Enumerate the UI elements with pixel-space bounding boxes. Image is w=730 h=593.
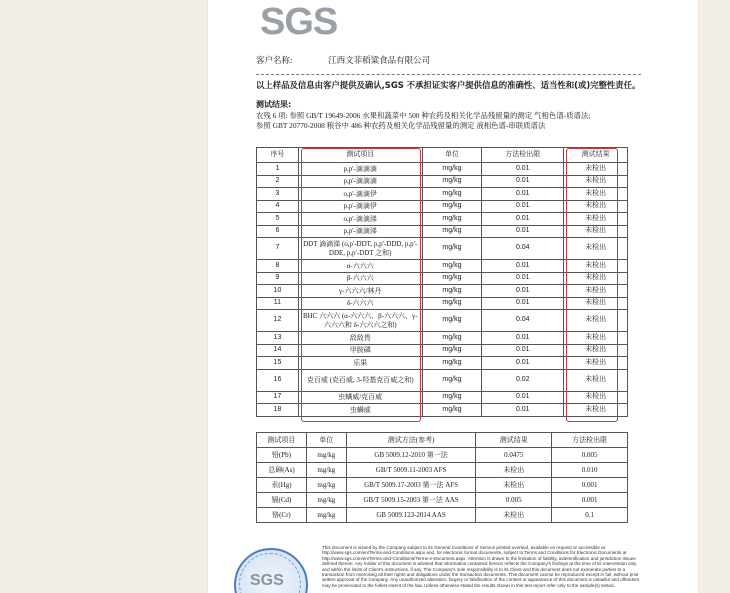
- cell-mdl: 0.01: [482, 200, 564, 213]
- disclaimer-text: 以上样品及信息由客户提供及确认,SGS 不承担证实客户提供信息的准确性、适当性和(或)完整性责任。: [256, 80, 641, 90]
- header-mdl: 方法检出限: [552, 433, 628, 448]
- heavy-metal-results-table: [256, 432, 628, 523]
- cell-no: 5: [257, 213, 299, 226]
- cell-method: GB/T 5009.11-2003 AFS: [346, 463, 476, 478]
- cell-mdl: 0.01: [482, 272, 564, 285]
- header-method: 测试方法(参考): [346, 433, 476, 448]
- cell-unit: mg/kg: [422, 200, 482, 213]
- cell-result: 未检出: [476, 463, 552, 478]
- cell-no: 14: [257, 344, 299, 357]
- cell-no: 4: [257, 200, 299, 213]
- cell-mdl: 0.01: [482, 285, 564, 298]
- cell-method: GB 5009.123-2014 AAS: [346, 508, 476, 523]
- cell-mdl: 0.001: [552, 493, 628, 508]
- cell-result: 未检出: [564, 225, 628, 238]
- table-header-row: [257, 433, 628, 448]
- standard-line-2: 参照 GBT 20770-2008 粮谷中 486 种农药及相关化学品残留量的测定 液相色谱-串联质谱法: [256, 121, 546, 130]
- cell-method: GB/T 5009.17-2003 第一法 AFS: [346, 478, 476, 493]
- standard-line-1: 农残 6 项: 参照 GB/T 19649-2006 水果和蔬菜中 500 种农药及相关化学品残留量的测定 气相色谱-质谱法;: [256, 111, 591, 120]
- cell-result: 未检出: [476, 508, 552, 523]
- cell-item: 乐果: [298, 357, 422, 370]
- cell-mdl: 0.01: [482, 404, 564, 417]
- cell-unit: mg/kg: [306, 463, 346, 478]
- sgs-logo-text: SGS: [260, 1, 338, 43]
- cell-unit: mg/kg: [422, 344, 482, 357]
- cell-result: 未检出: [564, 357, 628, 370]
- sgs-logo: [260, 2, 338, 42]
- cell-mdl: 0.01: [482, 175, 564, 188]
- footer-terms: This document is issued by the Company subject to its General Conditions of Service printed overleaf, available on request or accessible at http://www.sgs.com/en/Terms-and-Conditions.aspx and, for electronic format documents, subject to Terms and Conditions for Electronic Documents at http://www.sgs.com/en/Terms-and-Conditions/Terms-e-Document.aspx. Attention is drawn to the limitation of liability, indemnification and jurisdiction issues defined therein. Any holder of this document is advised that information contained hereon reflects the Company's findings at the time of its intervention only and within the limits of Client's instructions, if any. The Company's sole responsibility is to its Client and this document does not exonerate parties to a transaction from exercising all their rights and obligations under the transaction documents. This document cannot be reproduced except in full, without prior written approval of the Company. Any unauthorized alteration, forgery or falsification of the content or appearance of this document is unlawful and offenders may be prosecuted to the fullest extent of the law. Unless otherwise stated the results shown in this test report refer only to the sample(s) tested.: [322, 545, 640, 588]
- cell-mdl: 0.01: [482, 344, 564, 357]
- cell-unit: mg/kg: [422, 260, 482, 273]
- cell-result: 未检出: [564, 310, 628, 332]
- cell-mdl: 0.01: [482, 163, 564, 176]
- cell-no: 17: [257, 391, 299, 404]
- cell-mdl: 0.01: [482, 391, 564, 404]
- cell-unit: mg/kg: [422, 297, 482, 310]
- cell-no: 1: [257, 163, 299, 176]
- cell-unit: mg/kg: [422, 225, 482, 238]
- cell-mdl: 0.010: [552, 463, 628, 478]
- cell-mdl: 0.01: [482, 260, 564, 273]
- cell-mdl: 0.01: [482, 332, 564, 345]
- cell-no: 8: [257, 260, 299, 273]
- result-column-highlight: [566, 148, 618, 422]
- cell-unit: mg/kg: [422, 357, 482, 370]
- cell-method: GB 5009.12-2010 第一法: [346, 448, 476, 463]
- cell-result: 未检出: [564, 260, 628, 273]
- cell-result: 未检出: [564, 213, 628, 226]
- cell-item: p,p'-滴滴涕: [298, 225, 422, 238]
- cell-item: 镉(Cd): [257, 493, 307, 508]
- cell-result: 未检出: [564, 369, 628, 391]
- cell-mdl: 0.001: [552, 478, 628, 493]
- client-name: 江西文菲稻粱食品有限公司: [328, 55, 431, 65]
- table-row: [257, 478, 628, 493]
- cell-result: 未检出: [564, 163, 628, 176]
- cell-item: BHC 六六六 (α-六六六、β-六六六、γ-六六六和 δ-六六六之和): [298, 310, 422, 332]
- header-mdl: 方法检出限: [482, 148, 564, 163]
- header-result: 测试结果: [476, 433, 552, 448]
- table-row: [257, 448, 628, 463]
- sgs-seal-stamp: [234, 548, 308, 593]
- cell-no: 10: [257, 285, 299, 298]
- cell-result: 未检出: [476, 478, 552, 493]
- cell-item: 汞(Hg): [257, 478, 307, 493]
- cell-no: 18: [257, 404, 299, 417]
- cell-item: o,p'-滴滴涕: [298, 213, 422, 226]
- cell-unit: mg/kg: [422, 163, 482, 176]
- cell-item: p,p'-滴滴伊: [298, 200, 422, 213]
- cell-mdl: 0.04: [482, 310, 564, 332]
- report-page: [208, 0, 698, 593]
- cell-no: 12: [257, 310, 299, 332]
- cell-mdl: 0.01: [482, 188, 564, 201]
- cell-unit: mg/kg: [422, 188, 482, 201]
- divider: [256, 74, 641, 75]
- cell-method: GB/T 5009.15-2003 第一法 AAS: [346, 493, 476, 508]
- cell-no: 3: [257, 188, 299, 201]
- cell-item: p,p'-滴滴滴: [298, 163, 422, 176]
- cell-item: 总砷(As): [257, 463, 307, 478]
- cell-item: 铅(Pb): [257, 448, 307, 463]
- cell-mdl: 0.01: [482, 225, 564, 238]
- header-item: 测试项目: [257, 433, 307, 448]
- cell-mdl: 0.04: [482, 238, 564, 260]
- header-unit: 单位: [422, 148, 482, 163]
- cell-mdl: 0.01: [482, 213, 564, 226]
- seal-text: SGS: [250, 572, 284, 589]
- cell-no: 9: [257, 272, 299, 285]
- cell-result: 0.005: [476, 493, 552, 508]
- cell-unit: mg/kg: [422, 332, 482, 345]
- cell-no: 15: [257, 357, 299, 370]
- cell-item: 铬(Cr): [257, 508, 307, 523]
- header-result: 测试结果: [564, 148, 628, 163]
- cell-unit: mg/kg: [422, 369, 482, 391]
- cell-result: 未检出: [564, 332, 628, 345]
- cell-unit: mg/kg: [422, 238, 482, 260]
- cell-unit: mg/kg: [422, 213, 482, 226]
- cell-result: 未检出: [564, 285, 628, 298]
- cell-result: 未检出: [564, 188, 628, 201]
- cell-no: 6: [257, 225, 299, 238]
- cell-item: 虫螨威: [298, 404, 422, 417]
- cell-mdl: 0.1: [552, 508, 628, 523]
- cell-item: δ-六六六: [298, 297, 422, 310]
- cell-mdl: 0.01: [482, 297, 564, 310]
- cell-unit: mg/kg: [422, 285, 482, 298]
- cell-result: 未检出: [564, 404, 628, 417]
- header-item: 测试项目: [298, 148, 422, 163]
- cell-result: 未检出: [564, 175, 628, 188]
- client-label: 客户名称:: [256, 55, 293, 65]
- cell-result: 未检出: [564, 200, 628, 213]
- header-no: 序号: [257, 148, 299, 163]
- cell-unit: mg/kg: [422, 391, 482, 404]
- table-row: [257, 508, 628, 523]
- cell-item: DDT 滴滴涕 (o,p'-DDT, p,p'-DDD, p,p'-DDE, p,p'-DDT 之和): [298, 238, 422, 260]
- cell-mdl: 0.01: [482, 357, 564, 370]
- cell-item: 甲胺磷: [298, 344, 422, 357]
- cell-unit: mg/kg: [306, 448, 346, 463]
- cell-item: 克百威 (克百威, 3-羟基克百威之和): [298, 369, 422, 391]
- cell-item: β-六六六: [298, 272, 422, 285]
- cell-unit: mg/kg: [306, 493, 346, 508]
- cell-unit: mg/kg: [306, 478, 346, 493]
- cell-result: 未检出: [564, 297, 628, 310]
- cell-result: 0.0475: [476, 448, 552, 463]
- cell-result: 未检出: [564, 238, 628, 260]
- cell-no: 7: [257, 238, 299, 260]
- results-title: 测试结果:: [256, 100, 292, 109]
- cell-mdl: 0.02: [482, 369, 564, 391]
- client-line: [256, 54, 430, 66]
- cell-unit: mg/kg: [422, 310, 482, 332]
- cell-result: 未检出: [564, 391, 628, 404]
- cell-item: γ-六六六/林丹: [298, 285, 422, 298]
- cell-unit: mg/kg: [422, 404, 482, 417]
- header-unit: 单位: [306, 433, 346, 448]
- cell-result: 未检出: [564, 344, 628, 357]
- cell-result: 未检出: [564, 272, 628, 285]
- cell-item: α-六六六: [298, 260, 422, 273]
- cell-item: o,p'-滴滴伊: [298, 188, 422, 201]
- cell-item: 敌敌畏: [298, 332, 422, 345]
- cell-no: 2: [257, 175, 299, 188]
- table-row: [257, 463, 628, 478]
- cell-unit: mg/kg: [422, 272, 482, 285]
- cell-unit: mg/kg: [306, 508, 346, 523]
- cell-item: 虫螨威/克百威: [298, 391, 422, 404]
- table-row: [257, 493, 628, 508]
- cell-item: p,p'-滴滴滴: [298, 175, 422, 188]
- cell-no: 11: [257, 297, 299, 310]
- cell-no: 13: [257, 332, 299, 345]
- cell-mdl: 0.005: [552, 448, 628, 463]
- item-column-highlight: [301, 148, 421, 422]
- cell-unit: mg/kg: [422, 175, 482, 188]
- cell-no: 16: [257, 369, 299, 391]
